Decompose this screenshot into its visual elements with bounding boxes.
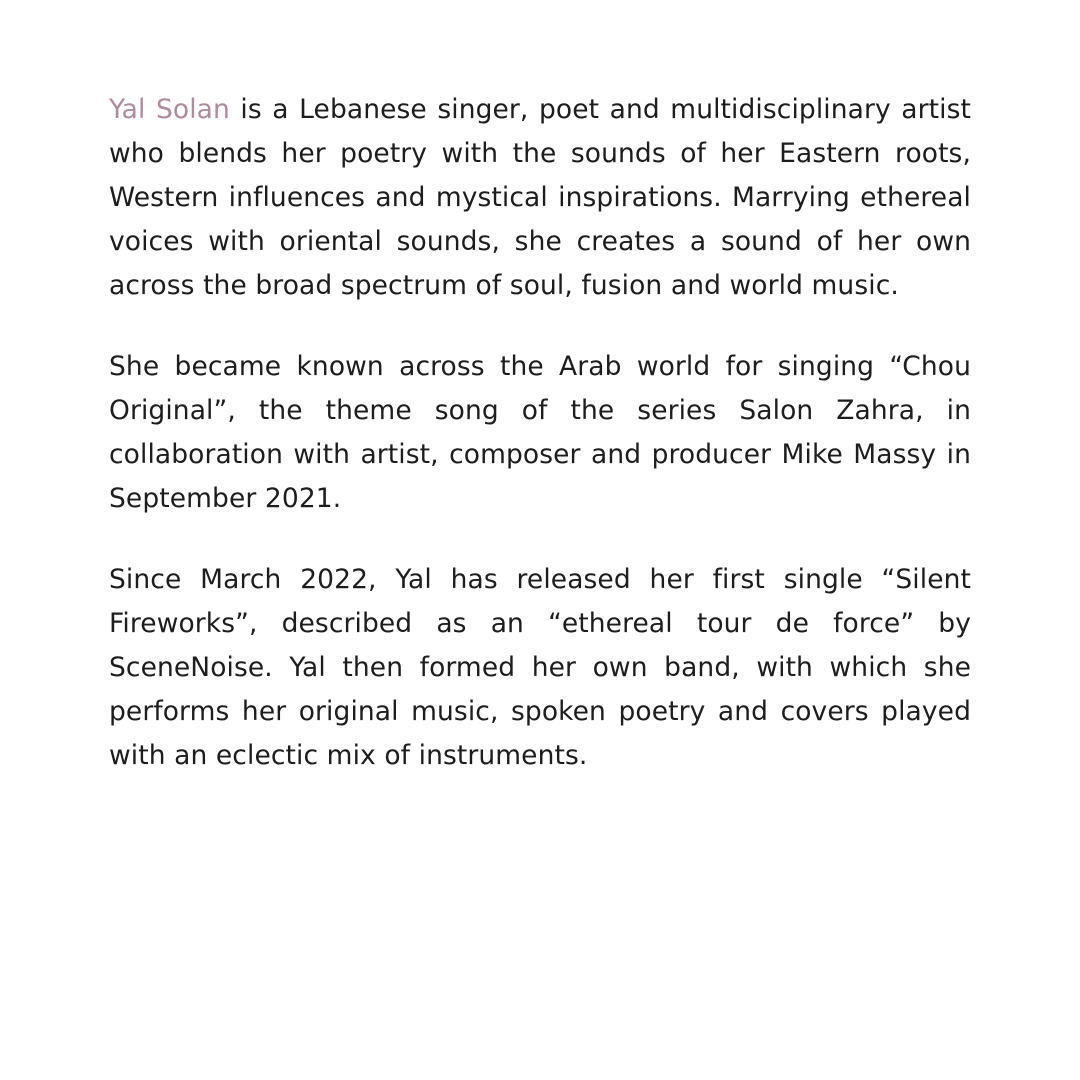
bio-paragraph-1 bbox=[109, 88, 971, 308]
bio-paragraph-2: She became known across the Arab world for singing “Chou Original”, the theme song of the series Salon Zahra, in collaboration with artist, composer and producer Mike Massy in September 2021. bbox=[109, 351, 971, 514]
bio-text-block bbox=[109, 88, 971, 815]
artist-name: Yal Solan bbox=[109, 94, 230, 125]
bio-paragraph-1-text: is a Lebanese singer, poet and multidisciplinary artist who blends her poetry with the sounds of her Eastern roots, Western influences and mystical inspirations. Marrying ethereal voices with oriental sounds, she creates a sound of her own across the broad spectrum of soul, fusion and world music. bbox=[109, 94, 971, 301]
bio-paragraph-3: Since March 2022, Yal has released her first single “Silent Fireworks”, described as an “ethereal tour de force” by SceneNoise. Yal then formed her own band, with which she performs her original music, spoken poetry and covers played with an eclectic mix of instruments. bbox=[109, 564, 971, 771]
